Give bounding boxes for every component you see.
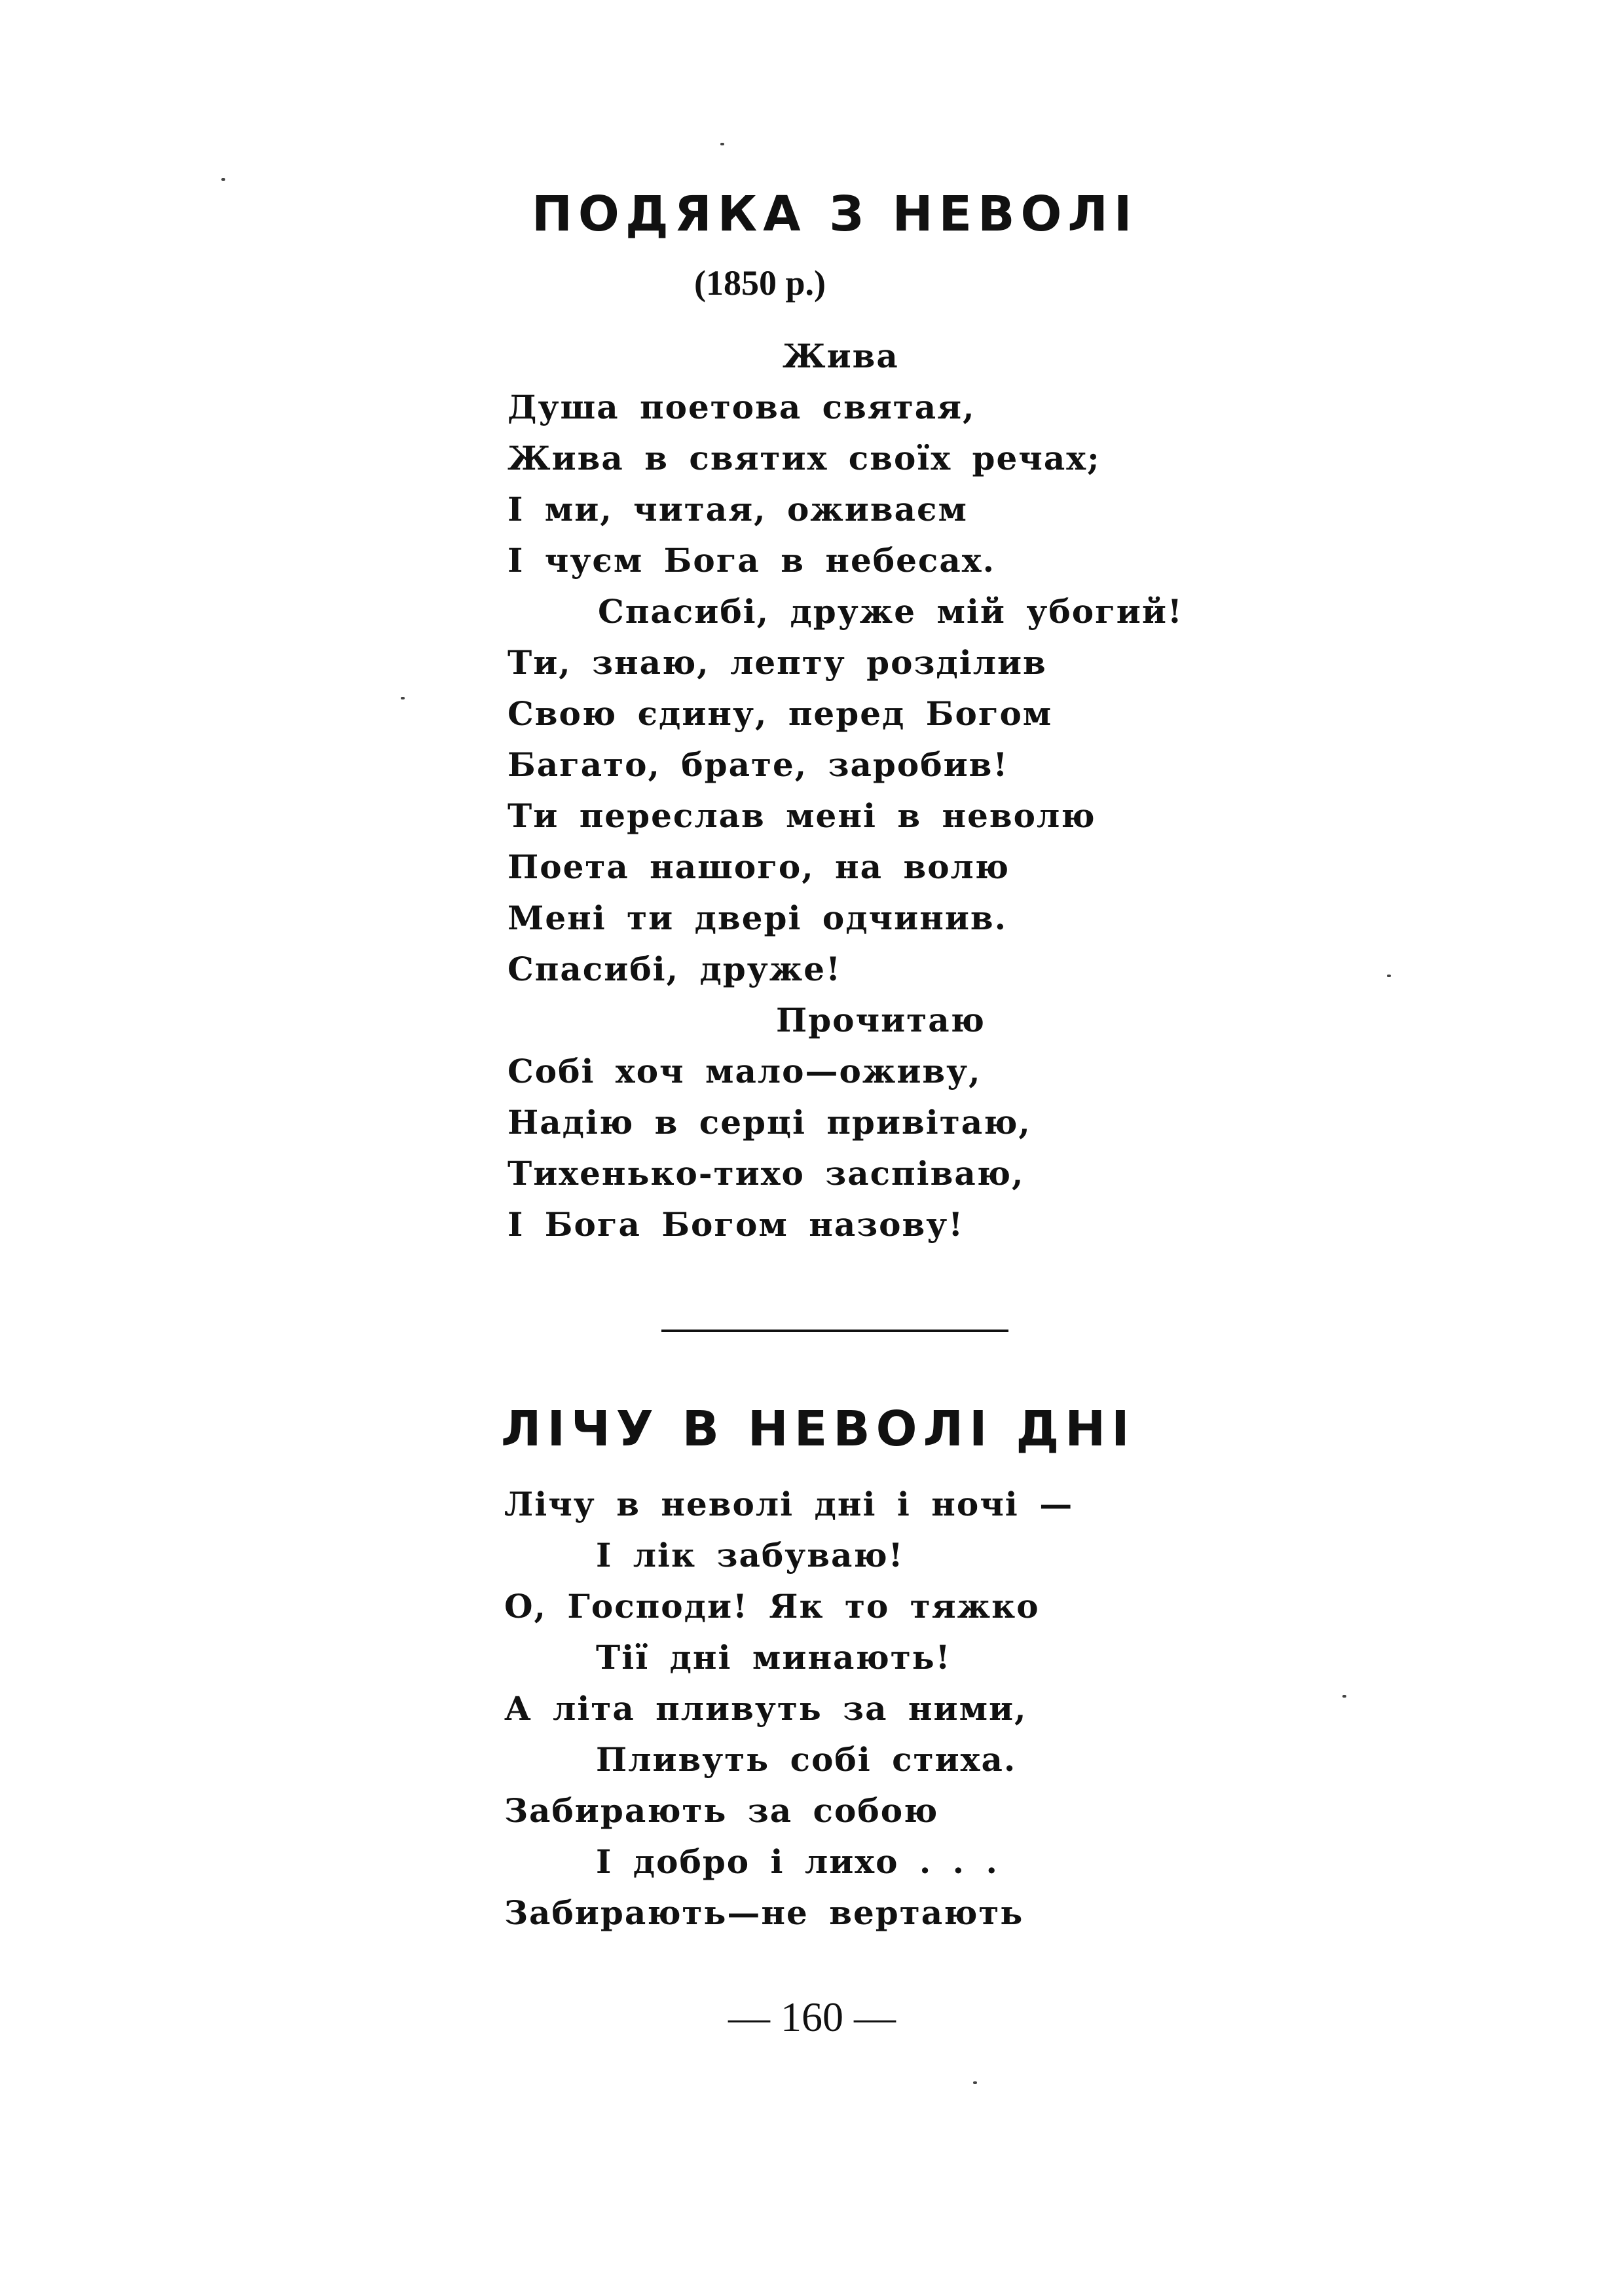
verse-line: Забирають за собою bbox=[504, 1791, 939, 1830]
verse-line: Спасибі, друже! bbox=[507, 950, 842, 988]
verse-line: І чуєм Бога в небесах. bbox=[507, 541, 995, 580]
verse-line: І ми, читая, оживаєм bbox=[507, 490, 968, 529]
print-speck bbox=[1342, 1695, 1346, 1698]
verse-line: Пливуть собі стиха. bbox=[596, 1740, 1017, 1779]
verse-line: Спасибі, друже мій убогий! bbox=[598, 592, 1183, 631]
print-speck bbox=[973, 2081, 977, 2084]
print-speck bbox=[720, 143, 724, 145]
poem1-verse bbox=[507, 331, 1183, 1250]
verse-line: О, Господи! Як то тяжко bbox=[504, 1587, 1040, 1626]
verse-line: Душа поетова святая, bbox=[507, 388, 976, 426]
verse-line: Ти переслав мені в неволю bbox=[507, 796, 1096, 835]
verse-line: І Бога Богом назову! bbox=[507, 1205, 965, 1244]
verse-line: Багато, брате, заробив! bbox=[507, 745, 1009, 784]
verse-line: Тихенько-тихо заспіваю, bbox=[507, 1154, 1025, 1193]
verse-line: І добро і лихо . . . bbox=[596, 1842, 999, 1881]
verse-line: Тії дні минають! bbox=[596, 1638, 951, 1677]
verse-line: Надію в серці привітаю, bbox=[507, 1103, 1031, 1142]
verse-line: І лік забуваю! bbox=[596, 1536, 904, 1574]
verse-line: А літа пливуть за ними, bbox=[504, 1689, 1027, 1728]
verse-line: Собі хоч мало—оживу, bbox=[507, 1052, 982, 1090]
print-speck bbox=[221, 178, 225, 181]
print-speck bbox=[401, 697, 405, 699]
verse-line: Лічу в неволі дні і ночі — bbox=[504, 1485, 1074, 1523]
verse-line: Забирають—не вертають bbox=[504, 1893, 1024, 1932]
poem2-verse bbox=[504, 1479, 1073, 1939]
poem1-date: (1850 р.) bbox=[694, 263, 826, 303]
verse-line: Жива bbox=[783, 337, 899, 375]
page-number: — 160 — bbox=[728, 1994, 896, 2040]
verse-line: Мені ти двері одчинив. bbox=[507, 899, 1008, 937]
section-divider bbox=[661, 1330, 1008, 1332]
poem2-title: ЛІЧУ В НЕВОЛІ ДНІ bbox=[501, 1401, 1135, 1457]
verse-line: Прочитаю bbox=[776, 1001, 986, 1039]
verse-line: Поета нашого, на волю bbox=[507, 847, 1010, 886]
poem1-title: ПОДЯКА З НЕВОЛІ bbox=[532, 186, 1138, 242]
print-speck bbox=[1387, 975, 1391, 977]
verse-line: Жива в святих своїх речах; bbox=[507, 439, 1101, 477]
verse-line: Ти, знаю, лепту розділив bbox=[507, 643, 1047, 682]
verse-line: Свою єдину, перед Богом bbox=[507, 694, 1053, 733]
